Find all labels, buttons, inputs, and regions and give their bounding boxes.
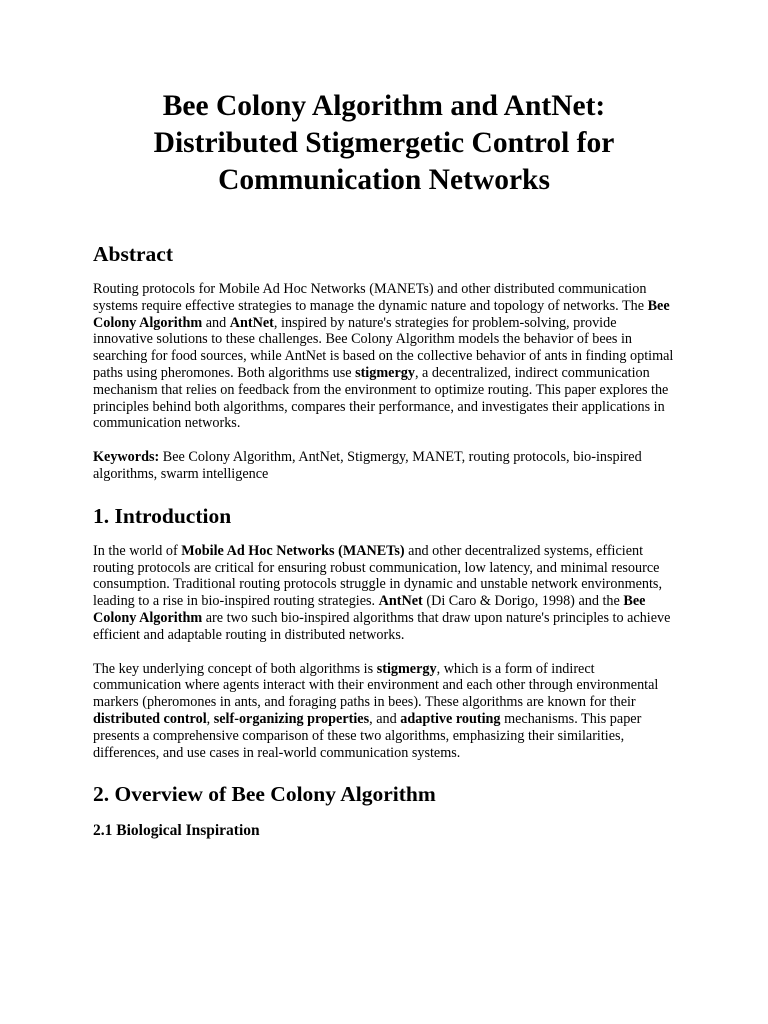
introduction-paragraph-2: The key underlying concept of both algorithms is stigmergy, which is a form of indirect communication where agents interact with their environment and each other through environmental markers (pheromones in ants, and foraging paths in bees). These algorithms are known for their distributed control, self-organizing properties, and adaptive routing mechanisms. This paper presents a comprehensive comparison of these two algorithms, emphasizing their similarities, differences, and use cases in real-world communication systems. xyxy=(93,660,659,761)
overview-heading: 2. Overview of Bee Colony Algorithm xyxy=(93,782,436,807)
abstract-paragraph: Routing protocols for Mobile Ad Hoc Networks (MANETs) and other distributed communication systems require effective strategies to manage the dynamic nature and topology of networks. The Bee Colony Algorithm and AntNet, inspired by nature's strategies for problem-solving, provide innovative solutions to these challenges. Bee Colony Algorithm models the behavior of bees in searching for food sources, while AntNet is based on the collective behavior of ants in finding optimal paths using pheromones. Both algorithms use stigmergy, a decentralized, indirect communication mechanism that relies on feedback from the environment to optimize routing. This paper explores the principles behind both algorithms, compares their performance, and investigates their applications in communication networks. xyxy=(93,281,674,432)
biological-inspiration-heading: 2.1 Biological Inspiration xyxy=(93,822,260,840)
keywords-text: Bee Colony Algorithm, AntNet, Stigmergy, MANET, routing protocols, bio-inspired algorithms, swarm intelligence xyxy=(93,449,642,482)
abstract-heading: Abstract xyxy=(93,242,174,266)
keywords-paragraph xyxy=(93,449,675,483)
keywords-label: Keywords: xyxy=(93,449,160,466)
document-title: Bee Colony Algorithm and AntNet: Distributed Stigmergetic Control for Communication Networks xyxy=(153,90,615,196)
introduction-heading: 1. Introduction xyxy=(93,503,232,528)
introduction-paragraph-1: In the world of Mobile Ad Hoc Networks (MANETs) and other decentralized systems, efficient routing protocols are critical for ensuring robust communication, low latency, and minimal resource consumption. Traditional routing protocols struggle in dynamic and unstable network environments, leading to a rise in bio-inspired routing strategies. AntNet (Di Caro & Dorigo, 1998) and the Bee Colony Algorithm are two such bio-inspired algorithms that draw upon nature's principles to achieve efficient and adaptable routing in distributed networks. xyxy=(93,542,671,643)
